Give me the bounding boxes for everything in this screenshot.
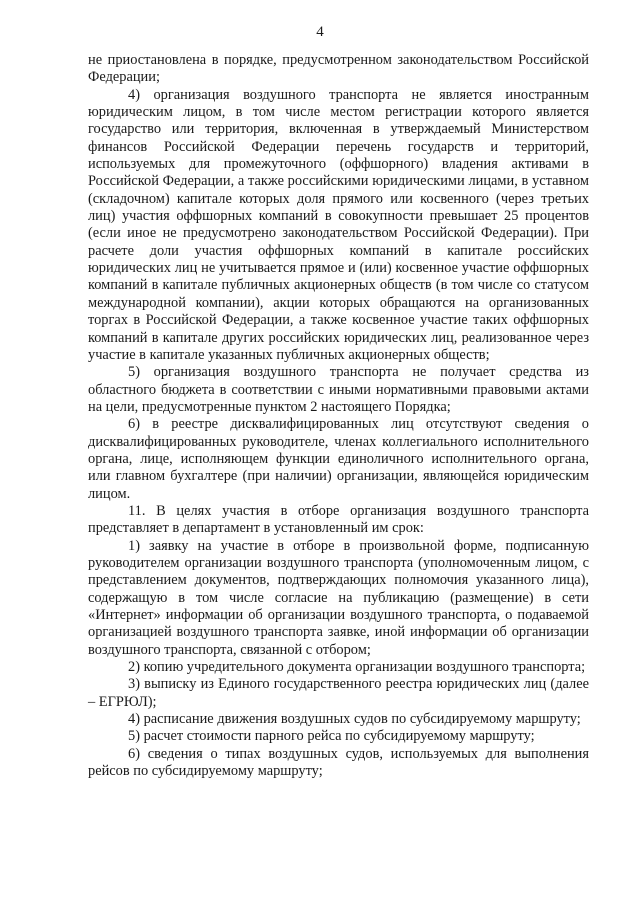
paragraph-doc-5: 5) расчет стоимости парного рейса по субсидируемому маршруту; <box>128 728 535 745</box>
paragraph-doc-1: 1) заявку на участие в отборе в произвольной форме, подписанную руководителем организации воздушного транспорта (уполномоченным лицом, с представлением документов, подтверждающих полномочия указанного лица), содержащую в том числе согласие на публикацию (размещение) в сети «Интернет» информации об организации воздушного транспорта, о подаваемой организацией воздушного транспорта заявке, иной информации об организации воздушного транспорта, связанной с отбором; <box>88 537 589 658</box>
page-number: 4 <box>316 24 324 40</box>
paragraph-doc-4: 4) расписание движения воздушных судов по субсидируемому маршруту; <box>128 711 581 728</box>
document-body <box>88 52 589 780</box>
paragraph-item-4: 4) организация воздушного транспорта не является иностранным юридическим лицом, в том числе местом регистрации которого является государство или территория, включенная в утверждаемый Министерством финансов Российской Федерации перечень государств и территорий, используемых для промежуточного (оффшорного) владения активами в Российской Федерации, а также российскими юридическими лицами, в уставном (складочном) капитале которых доля прямого или косвенного (через третьих лиц) участия оффшорных компаний в совокупности превышает 25 процентов (если иное не предусмотрено законодательством Российской Федерации). При расчете доли участия оффшорных компаний в капитале российских юридических лиц не учитывается прямое и (или) косвенное участие оффшорных компаний в капитале публичных акционерных обществ (в том числе со статусом международной компании), акции которых обращаются на организованных торгах в Российской Федерации, а также косвенное участие таких оффшорных компаний в капитале других российских юридических лиц, реализованное через участие в капитале указанных публичных акционерных обществ; <box>88 86 589 363</box>
paragraph-section-11: 11. В целях участия в отборе организация воздушного транспорта представляет в департамент в установленный им срок: <box>88 502 589 537</box>
paragraph-doc-2: 2) копию учредительного документа организации воздушного транспорта; <box>128 659 586 676</box>
paragraph-doc-6: 6) сведения о типах воздушных судов, используемых для выполнения рейсов по субсидируемому маршруту; <box>88 745 589 780</box>
paragraph-item-6: 6) в реестре дисквалифицированных лиц отсутствуют сведения о дисквалифицированных руководителе, членах коллегиального исполнительного органа, лице, исполняющем функции единоличного исполнительного органа, или главном бухгалтере (при наличии) организации, являющейся юридическим лицом. <box>88 416 589 502</box>
paragraph-doc-3: 3) выписку из Единого государственного реестра юридических лиц (далее – ЕГРЮЛ); <box>88 676 589 710</box>
paragraph-continuation: не приостановлена в порядке, предусмотренном законодательством Российской Федерации; <box>88 52 589 86</box>
paragraph-item-5: 5) организация воздушного транспорта не получает средства из областного бюджета в соответствии с иными нормативными правовыми актами на цели, предусмотренные пунктом 2 настоящего Порядка; <box>88 364 589 415</box>
